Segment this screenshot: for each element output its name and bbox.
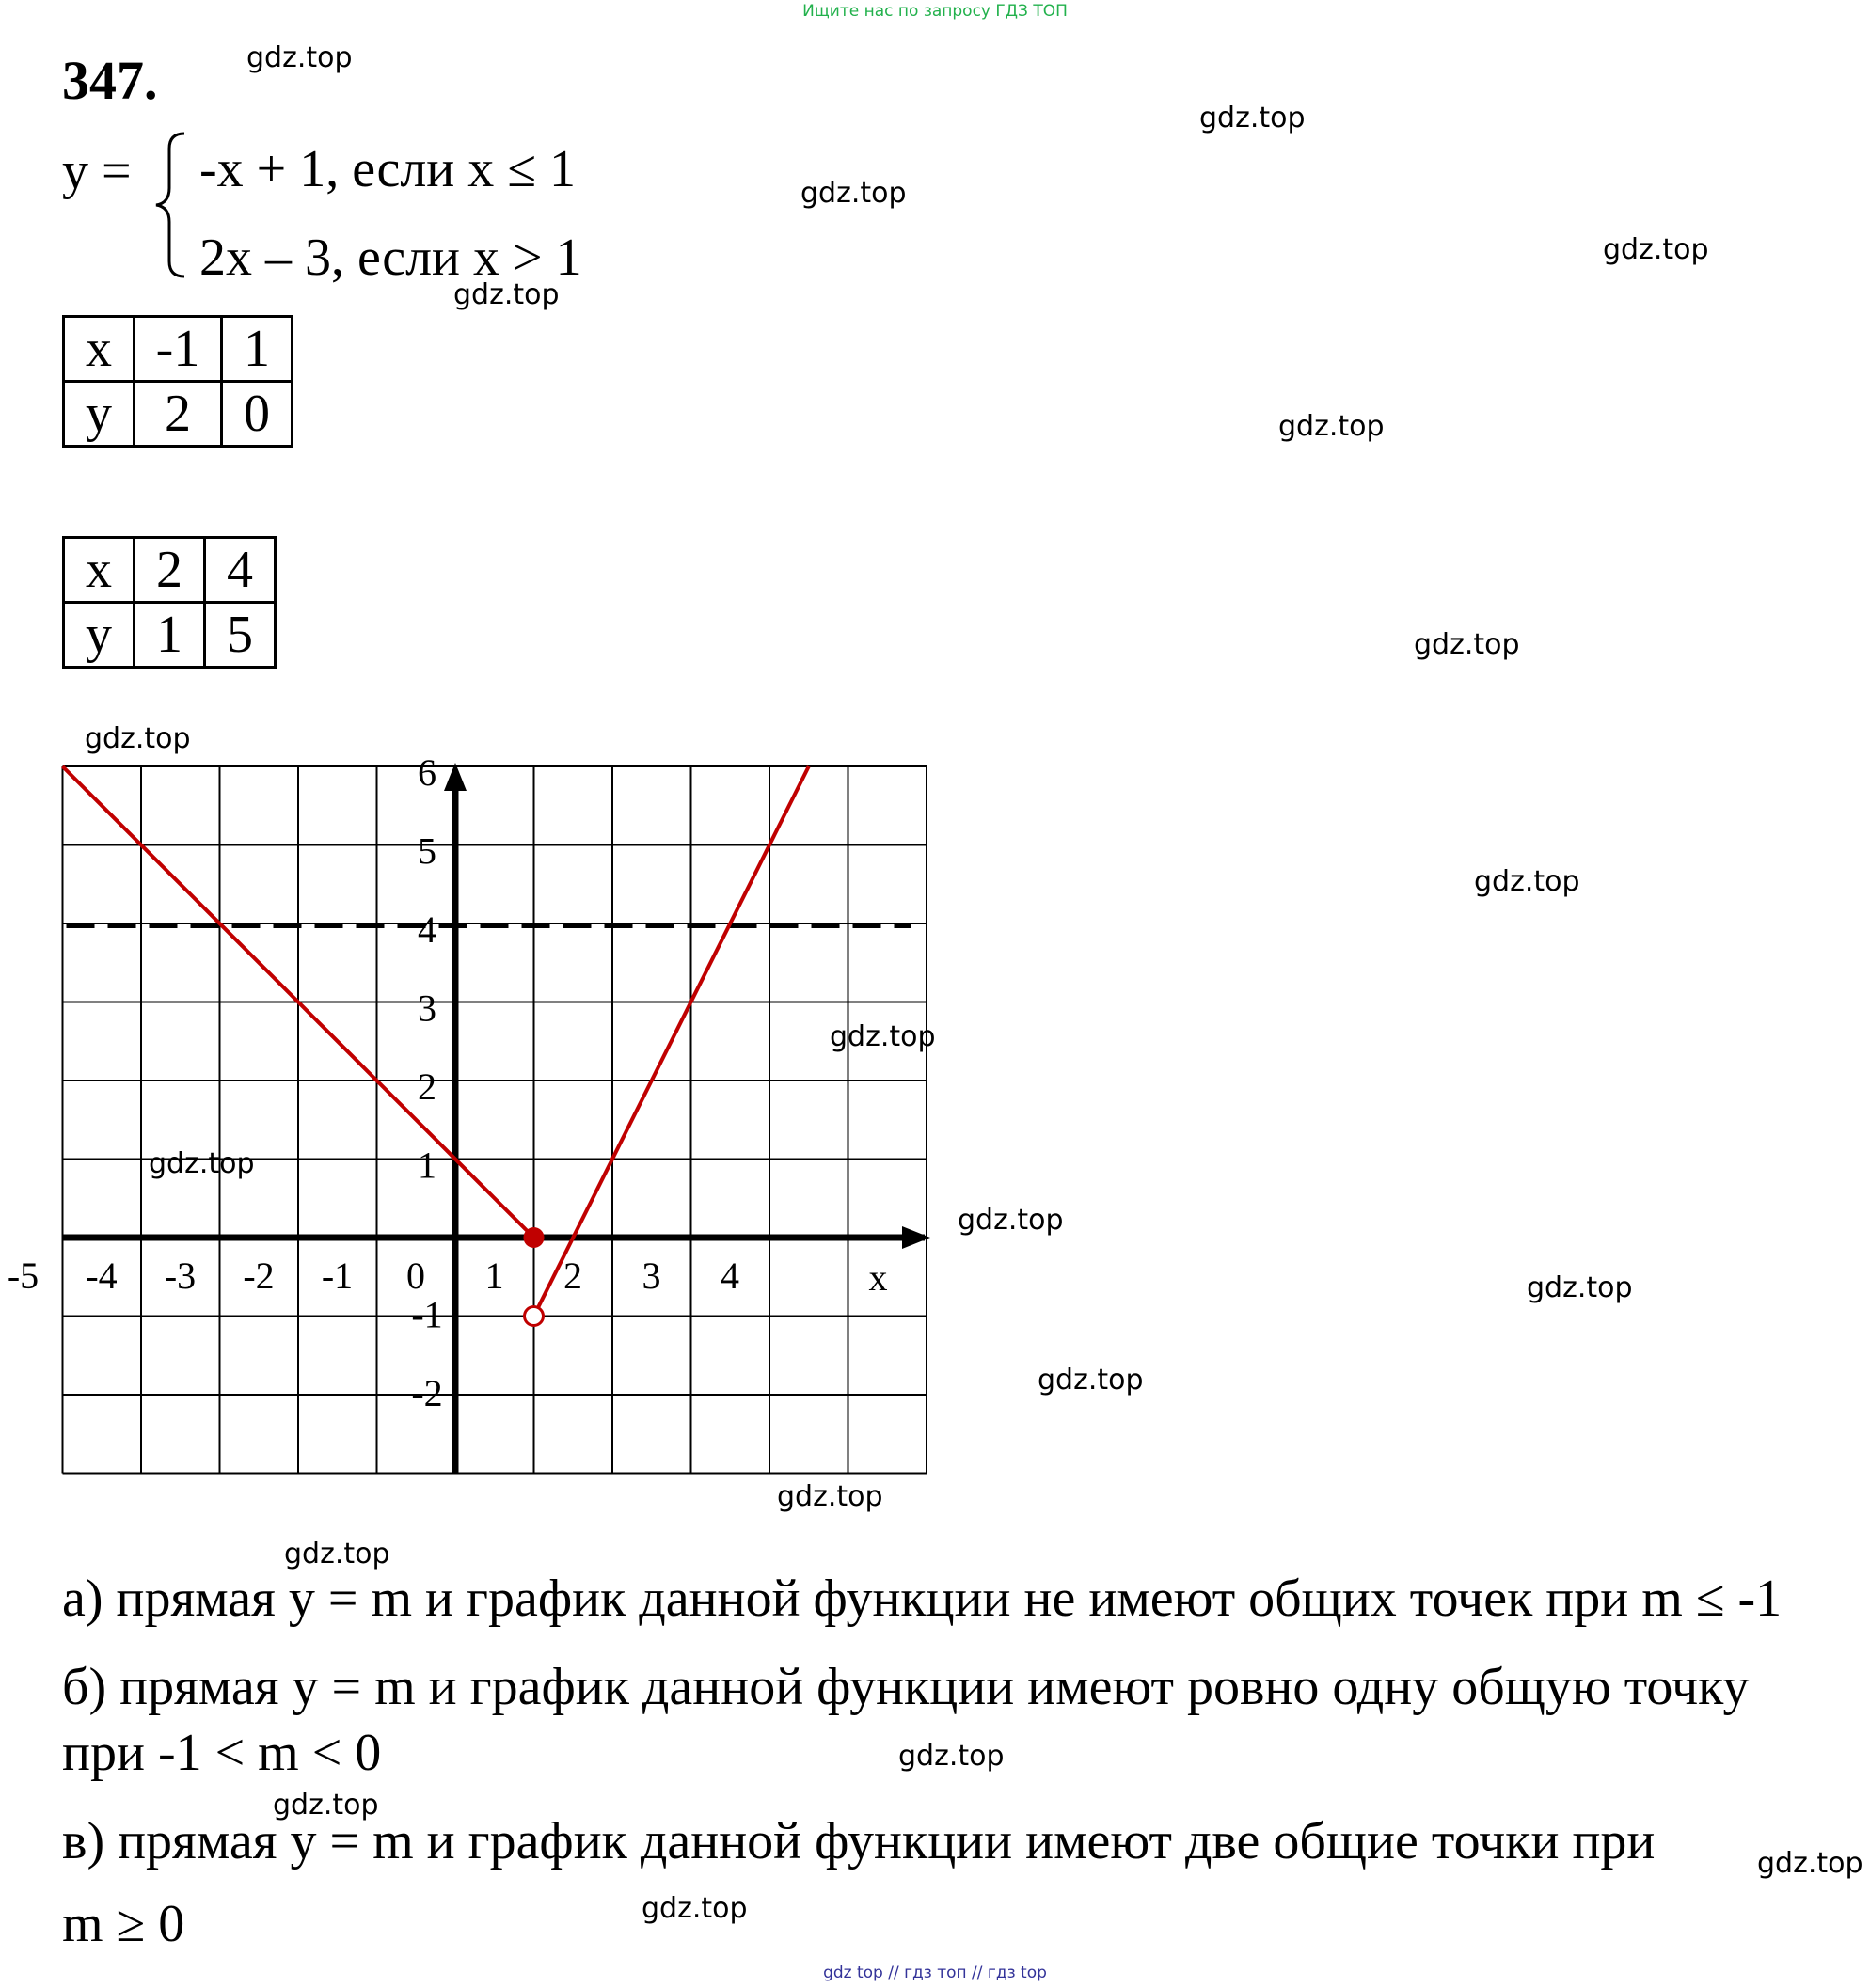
answer-c-line-2: m ≥ 0 bbox=[62, 1895, 185, 1953]
x-tick-label: -1 bbox=[321, 1254, 354, 1297]
watermark: gdz.top bbox=[273, 1789, 379, 1822]
x-tick-label: 4 bbox=[721, 1254, 739, 1297]
table-cell: 1 bbox=[222, 317, 293, 382]
table-cell: 2 bbox=[135, 382, 222, 447]
x-tick-label: -2 bbox=[243, 1254, 275, 1297]
y-tick-label: 2 bbox=[418, 1065, 436, 1108]
x-axis-label: x bbox=[868, 1256, 888, 1299]
answer-b-line-2: при -1 < m < 0 bbox=[62, 1724, 382, 1782]
answer-c-line-1: в) прямая y = m и график данной функции имеют две общие точки при bbox=[62, 1812, 1656, 1870]
x-tick-label: -3 bbox=[164, 1254, 197, 1297]
watermark: gdz.top bbox=[898, 1740, 1005, 1773]
table-cell: x bbox=[64, 317, 135, 382]
function-case-1: -x + 1, если x ≤ 1 bbox=[199, 140, 576, 198]
watermark: gdz.top bbox=[1527, 1271, 1633, 1304]
answer-a: а) прямая y = m и график данной функции не имеют общих точек при m ≤ -1 bbox=[62, 1570, 1783, 1628]
watermark: gdz.top bbox=[777, 1480, 883, 1513]
watermark: gdz.top bbox=[800, 177, 907, 210]
watermark: gdz.top bbox=[246, 41, 353, 74]
x-tick-label: 2 bbox=[563, 1254, 582, 1297]
x-tick-label: -5 bbox=[7, 1254, 40, 1297]
problem-number: 347. bbox=[62, 50, 158, 111]
x-tick-label: 3 bbox=[642, 1254, 661, 1297]
y-tick-label: 4 bbox=[418, 908, 436, 951]
table-cell: x bbox=[64, 538, 135, 603]
watermark: gdz.top bbox=[958, 1204, 1064, 1237]
y-tick-label: -1 bbox=[411, 1293, 443, 1336]
watermark: gdz.top bbox=[1414, 628, 1520, 661]
table-cell: y bbox=[64, 382, 135, 447]
watermark: gdz.top bbox=[284, 1538, 390, 1570]
y-tick-label: 3 bbox=[418, 986, 436, 1030]
watermark: gdz.top bbox=[85, 722, 191, 755]
table-cell: -1 bbox=[135, 317, 222, 382]
watermark: gdz.top bbox=[453, 278, 560, 311]
watermark: gdz.top bbox=[1757, 1847, 1863, 1880]
y-tick-label: 5 bbox=[418, 829, 436, 873]
x-tick-label: -4 bbox=[86, 1254, 118, 1297]
answer-b-line-1: б) прямая y = m и график данной функции имеют ровно одну общую точку bbox=[62, 1658, 1750, 1716]
watermark: gdz.top bbox=[149, 1147, 255, 1180]
watermark: gdz.top bbox=[1474, 865, 1580, 898]
watermark: gdz.top bbox=[830, 1020, 936, 1053]
table-cell: 1 bbox=[135, 603, 205, 668]
table-cell: 2 bbox=[135, 538, 205, 603]
watermark: gdz.top bbox=[1278, 410, 1385, 443]
watermark: gdz.top bbox=[1603, 233, 1709, 266]
table-cell: 0 bbox=[222, 382, 293, 447]
open-point bbox=[525, 1307, 544, 1326]
y-tick-label: -2 bbox=[411, 1372, 443, 1414]
table-cell: 5 bbox=[205, 603, 276, 668]
function-case-2: 2x – 3, если x > 1 bbox=[199, 229, 582, 287]
watermark: gdz.top bbox=[1199, 102, 1306, 134]
watermark: gdz.top bbox=[1038, 1364, 1144, 1396]
x-tick-label: 0 bbox=[406, 1254, 425, 1297]
search-hint: Ищите нас по запросу ГДЗ ТОП bbox=[802, 2, 1068, 21]
table-cell: y bbox=[64, 603, 135, 668]
y-tick-label: 6 bbox=[418, 751, 436, 794]
x-tick-label: 1 bbox=[484, 1254, 504, 1297]
y-tick-label: 1 bbox=[418, 1144, 436, 1187]
watermark: gdz.top bbox=[642, 1892, 748, 1925]
footer-note: gdz top // гдз топ // гдз top bbox=[823, 1964, 1047, 1982]
table-cell: 4 bbox=[205, 538, 276, 603]
filled-point bbox=[524, 1227, 545, 1248]
function-lhs: y = bbox=[62, 142, 132, 200]
series-line-2 bbox=[534, 766, 809, 1317]
